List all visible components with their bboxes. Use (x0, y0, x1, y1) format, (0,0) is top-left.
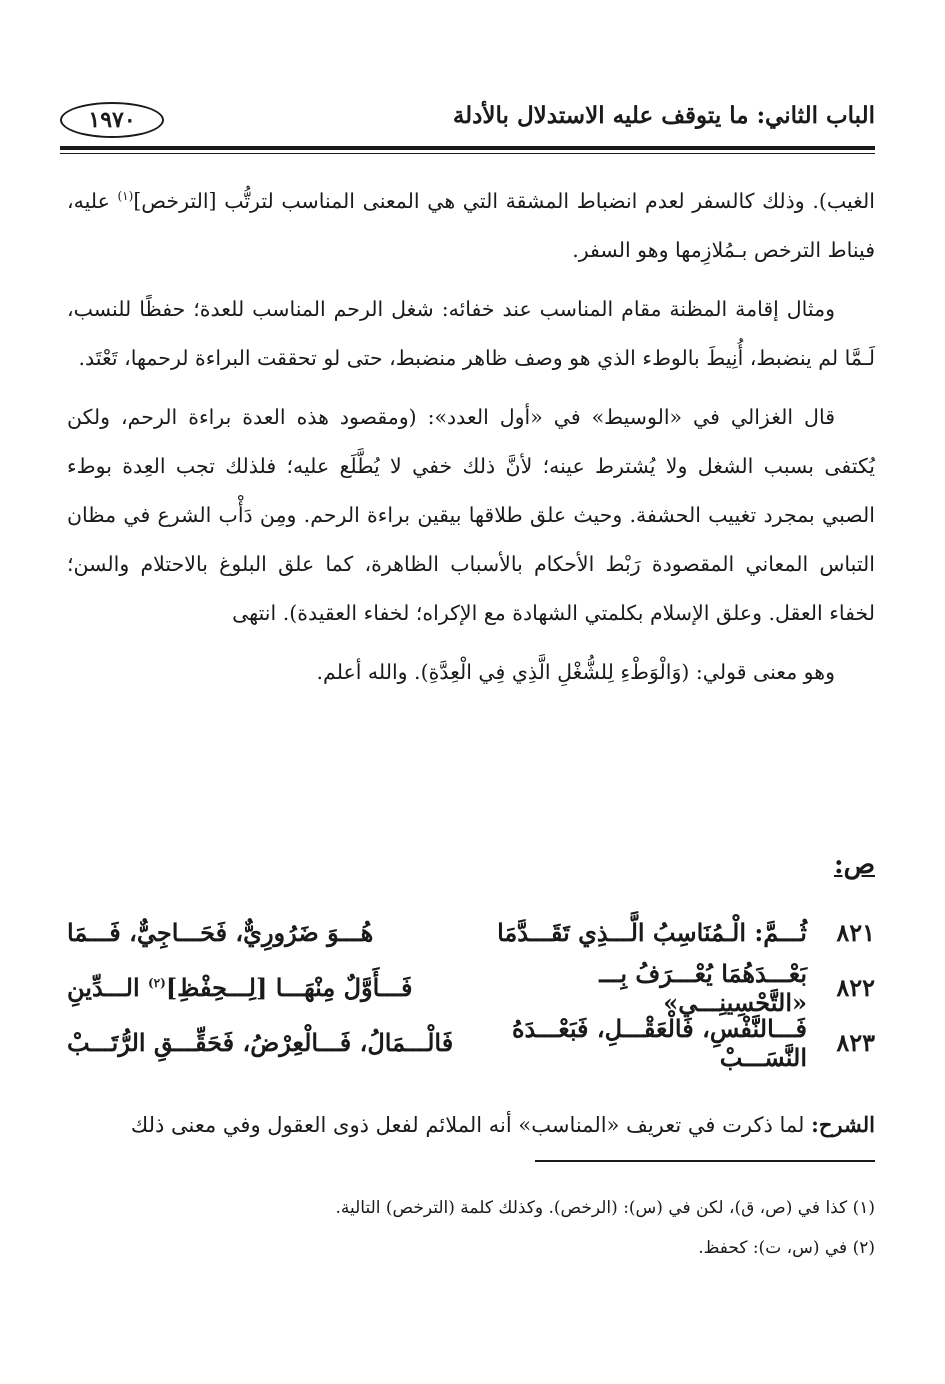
verse-second-hemistich-a: فَـــأَوَّلٌ مِنْهَـــا [لِـــحِفْظِ] (165, 973, 413, 1002)
footnote-1: (١) كذا في (ص، ق)، لكن في (س): (الرخص). وكذلك كلمة (الترخص) التالية. (335, 1198, 875, 1218)
verse-first-hemistich: ثُـــمَّ: الْـمُنَاسِبُ الَّـــذِي تَقَـــدَّمَا (497, 918, 807, 947)
main-text (67, 172, 875, 707)
commentary-text: لما ذكرت في تعريف «المناسب» أنه الملائم لفعل ذوى العقول وفي معنى ذلك (130, 1113, 812, 1137)
verse-821 (67, 905, 875, 960)
page-number-badge (60, 102, 164, 138)
commentary (67, 1105, 875, 1145)
verse-second-hemistich: هُـــوَ ضَرُورِيٌّ، فَحَـــاجِيٌّ، فَـــمَا (67, 918, 374, 947)
paragraph-1-text-b: عليه، فيناط الترخص بـمُلازِمها وهو السفر. (67, 188, 875, 262)
verse-number: ٨٢٢ (836, 973, 875, 1002)
footnote-ref-2: (٢) (147, 976, 166, 990)
verse-second-hemistich (67, 973, 467, 1002)
verse-822 (67, 960, 875, 1015)
verse-list (67, 905, 875, 1070)
footnotes (67, 1188, 875, 1268)
footnote-ref-1: (١) (117, 189, 134, 203)
page-number: ١٩٧٠ (88, 107, 136, 133)
verse-number: ٨٢١ (836, 918, 875, 947)
paragraph-1-text-a: الغيب). وذلك كالسفر لعدم انضباط المشقة التي هي المعنى المناسب لترتُّب [الترخص] (133, 188, 875, 213)
verse-second-hemistich-b: الـــدِّينِ (67, 973, 148, 1002)
header-rule-thin (60, 153, 875, 154)
commentary-label: الشرح: (811, 1112, 875, 1137)
paragraph-2: ومثال إقامة المظنة مقام المناسب عند خفائه: شغل الرحم المناسب للعدة؛ حفظًا للنسب، لَـمَّا لم ينضبط، أُنِيطَ بالوطء الذي هو وصف ظاهر منضبط، حتى لو تحققت البراءة لرحمها، تَعْتَد. (67, 296, 875, 370)
page-header (60, 92, 875, 150)
footnote-2: (٢) في (س، ت): كحفظ. (698, 1238, 875, 1258)
verse-first-hemistich: فَـــالنَّفْسِ، فَالْعَقْـــلِ، فَبَعْـــدَهُ النَّسَـــبْ (511, 1013, 807, 1072)
verse-number: ٨٢٣ (836, 1028, 875, 1057)
verse-heading: ص: (833, 850, 875, 880)
footnote-separator (535, 1160, 875, 1162)
header-rule-thick (60, 146, 875, 150)
running-title: الباب الثاني: ما يتوقف عليه الاستدلال بالأدلة (452, 102, 875, 129)
paragraph-1 (67, 172, 875, 275)
paragraph-3: قال الغزالي في «الوسيط» في «أول العدد»: (ومقصود هذه العدة براءة الرحم، ولكن يُكتفى بسبب الشغل ولا يُشترط عينه؛ لأنَّ ذلك خفي لا يُطَّلَع عليه؛ فلذلك تجب العِدة بوطء الصبي بمجرد تغييب الحشفة. وحيث علق طلاقها بيقين براءة الرحم. ومِن دَأْب الشرع في مظان التباس المعاني المقصودة رَبْط الأحكام بالأسباب الظاهرة، كما علق البلوغ بالاحتلام والسن؛ لخفاء العقل. وعلق الإسلام بكلمتي الشهادة مع الإكراه؛ لخفاء العقيدة). انتهى (67, 404, 875, 625)
verse-823 (67, 1015, 875, 1070)
verse-second-hemistich: فَالْـــمَالُ، فَـــالْعِرْضُ، فَحَقِّـــقِ الرُّتَـــبْ (67, 1028, 454, 1057)
paragraph-4: وهو معنى قولي: (وَالْوَطْءِ لِلشُّغْلِ الَّذِي فِي الْعِدَّةِ). والله أعلم. (316, 659, 835, 684)
verse-first-hemistich: بَعْـــدَهُمَا يُعْـــرَفُ بِـــ «التَّحْسِينِـــي» (599, 958, 807, 1017)
